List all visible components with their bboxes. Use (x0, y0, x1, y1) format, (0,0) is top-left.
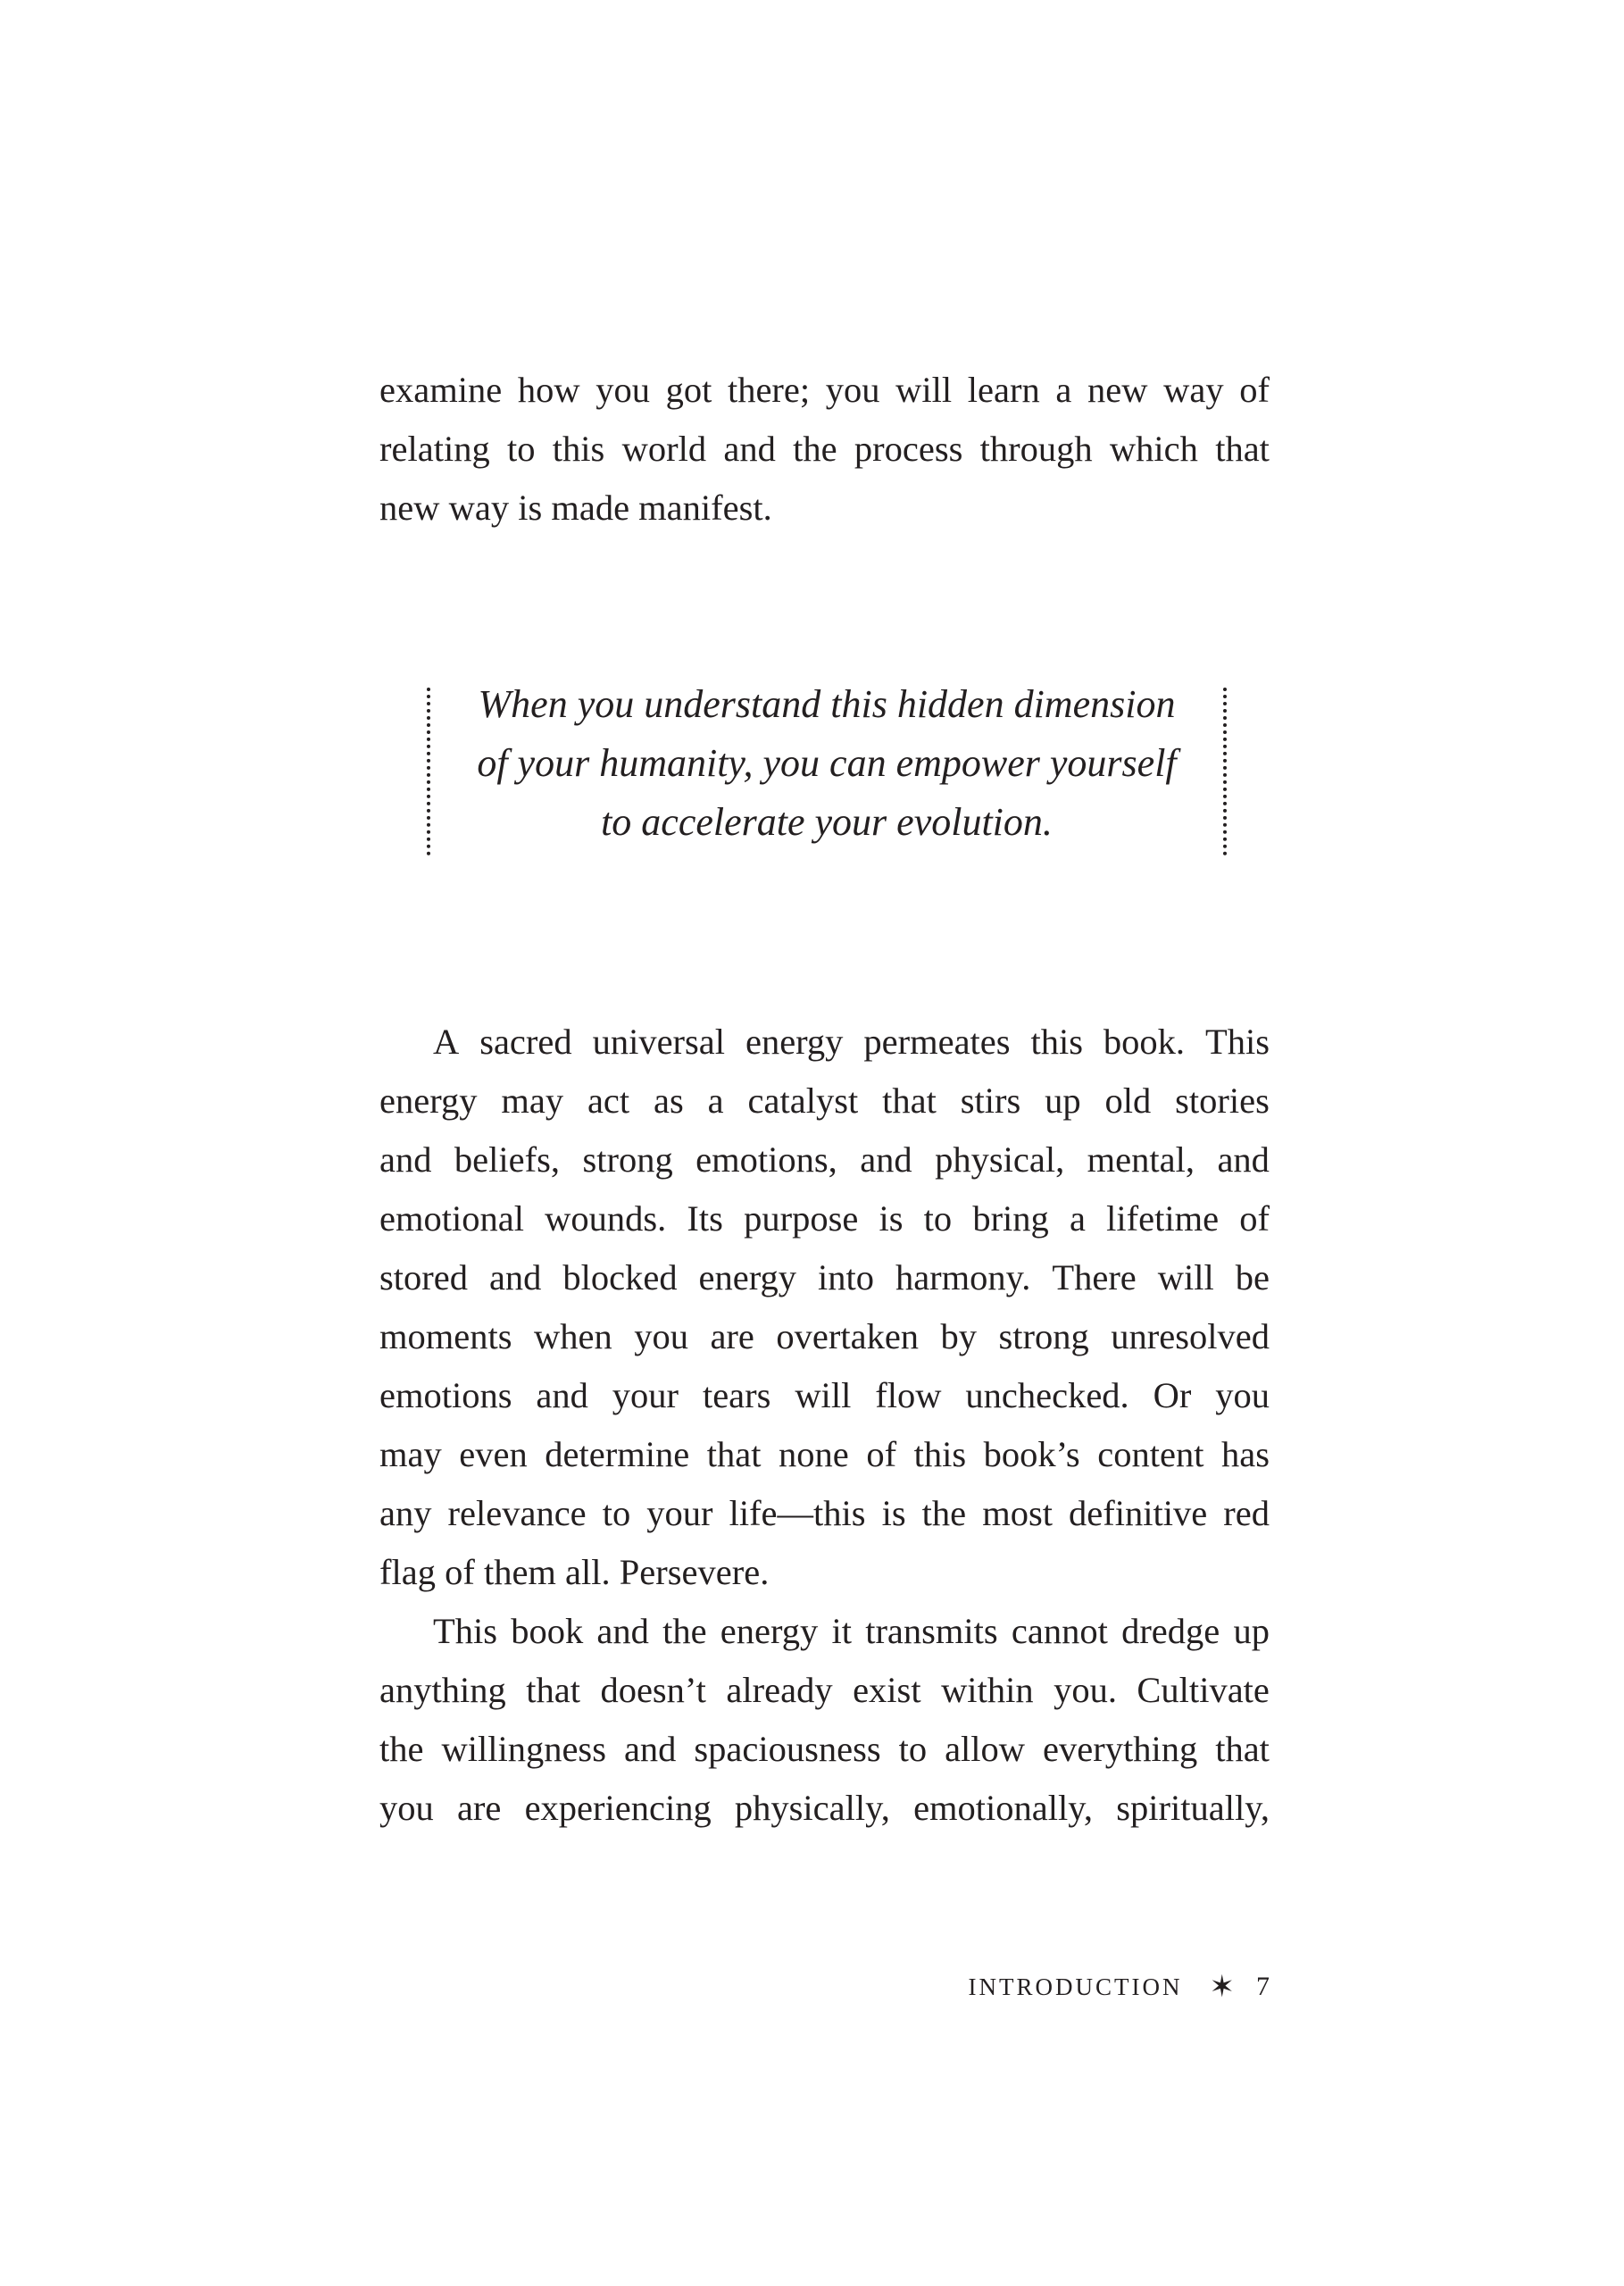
word: doesn’t (600, 1670, 706, 1710)
word: already (726, 1670, 833, 1710)
word: content (1097, 1434, 1204, 1474)
word: emotionally, (913, 1788, 1094, 1828)
text-line (379, 1779, 1270, 1838)
word: to (898, 1729, 928, 1769)
word: you (595, 370, 650, 410)
running-footer (969, 1969, 1270, 2005)
word: any (379, 1493, 432, 1533)
word: blocked (562, 1257, 678, 1297)
word: emotional (379, 1198, 524, 1239)
word: flow (875, 1375, 942, 1415)
word: tears (702, 1375, 771, 1415)
word: energy (698, 1257, 797, 1297)
word: and (1217, 1139, 1270, 1180)
word: energy (745, 1022, 844, 1062)
word: energy (720, 1611, 819, 1651)
word: will (795, 1375, 852, 1415)
word: new (1087, 370, 1148, 410)
body-text (379, 1013, 1270, 1838)
word: transmits (865, 1611, 998, 1651)
word: this (552, 429, 605, 469)
word: stored (379, 1257, 468, 1297)
word: relevance (447, 1493, 587, 1533)
word: learn (967, 370, 1040, 410)
text-line (379, 1013, 1270, 1072)
top-paragraph (379, 361, 1270, 538)
word: may (501, 1080, 564, 1121)
word: definitive (1069, 1493, 1208, 1533)
word: of (866, 1434, 897, 1474)
word: even (459, 1434, 528, 1474)
paragraph-1 (379, 1013, 1270, 1602)
word: book’s (983, 1434, 1080, 1474)
word: which (1109, 429, 1198, 469)
word: experiencing (524, 1788, 712, 1828)
word: of (1239, 370, 1270, 410)
text-line (379, 1248, 1270, 1307)
pull-quote-line: to accelerate your evolution. (601, 800, 1053, 844)
word: dredge (1121, 1611, 1220, 1651)
word: will (895, 370, 953, 410)
word: physically, (734, 1788, 890, 1828)
word: old (1104, 1080, 1152, 1121)
word: and (536, 1375, 588, 1415)
word: catalyst (747, 1080, 859, 1121)
word: this (1030, 1022, 1083, 1062)
word: into (817, 1257, 874, 1297)
word: to (923, 1198, 953, 1239)
word: you (825, 370, 880, 410)
word: way (1163, 370, 1224, 410)
text-line (379, 1484, 1270, 1543)
word: physical, (935, 1139, 1065, 1180)
word: your (646, 1493, 713, 1533)
section-title: INTRODUCTION (968, 1973, 1183, 2000)
word: cannot (1011, 1611, 1108, 1651)
word: you (634, 1316, 688, 1356)
word: spaciousness (694, 1729, 881, 1769)
word: a (1055, 370, 1072, 410)
text-line: flag of them all. Persevere. (379, 1552, 770, 1592)
page-number: 7 (1256, 1972, 1270, 2001)
word: this (913, 1434, 967, 1474)
word: There (1052, 1257, 1137, 1297)
word: A (433, 1022, 460, 1062)
pull-quote (427, 682, 1227, 855)
word: exist (853, 1670, 921, 1710)
word: the (921, 1493, 967, 1533)
word: may (379, 1434, 442, 1474)
word: sacred (479, 1022, 572, 1062)
word: through (979, 429, 1093, 469)
word: Or (1153, 1375, 1192, 1415)
word: your (612, 1375, 679, 1415)
word: and (723, 429, 776, 469)
word: book (511, 1611, 584, 1651)
word: has (1221, 1434, 1270, 1474)
word: energy (379, 1080, 478, 1121)
word: moments (379, 1316, 512, 1356)
word: within (941, 1670, 1034, 1710)
word: most (982, 1493, 1053, 1533)
text-line (379, 420, 1270, 479)
word: by (940, 1316, 978, 1356)
star-ornament-icon: ✶ (1209, 1971, 1235, 2004)
word: book. (1103, 1022, 1186, 1062)
text-line (379, 1661, 1270, 1720)
word: This (1204, 1022, 1270, 1062)
word: relating (379, 429, 490, 469)
word: anything (379, 1670, 506, 1710)
word: how (517, 370, 580, 410)
word: a (707, 1080, 724, 1121)
word: and (860, 1139, 912, 1180)
word: strong (582, 1139, 673, 1180)
word: are (456, 1788, 502, 1828)
word: Its (687, 1198, 723, 1239)
word: This (433, 1611, 498, 1651)
word: determine (545, 1434, 690, 1474)
word: to (602, 1493, 631, 1533)
text-line (379, 1425, 1270, 1484)
word: strong (998, 1316, 1089, 1356)
word: emotions, (695, 1139, 837, 1180)
word: examine (379, 370, 503, 410)
word: lifetime (1106, 1198, 1220, 1239)
text-line: new way is made manifest. (379, 488, 772, 528)
text-line (379, 1720, 1270, 1779)
word: and (379, 1139, 432, 1180)
dotted-rule-right (1223, 688, 1227, 855)
word: and (623, 1729, 677, 1769)
paragraph-2 (379, 1602, 1270, 1838)
word: universal (592, 1022, 726, 1062)
word: purpose (744, 1198, 859, 1239)
word: are (710, 1316, 754, 1356)
word: a (1069, 1198, 1086, 1239)
word: mental, (1087, 1139, 1195, 1180)
word: world (621, 429, 707, 469)
text-line (379, 1072, 1270, 1130)
word: is (879, 1198, 904, 1239)
word: got (665, 370, 712, 410)
word: stirs (960, 1080, 1021, 1121)
text-line (379, 1189, 1270, 1248)
word: emotions (379, 1375, 512, 1415)
word: spiritually, (1116, 1788, 1270, 1828)
dotted-rule-left (427, 688, 430, 855)
word: up (1233, 1611, 1270, 1651)
word: that (526, 1670, 580, 1710)
word: there; (727, 370, 811, 410)
word: up (1045, 1080, 1081, 1121)
word: Cultivate (1137, 1670, 1270, 1710)
word: the (793, 429, 837, 469)
word: permeates (863, 1022, 1011, 1062)
word: as (654, 1080, 684, 1121)
word: you. (1054, 1670, 1117, 1710)
word: life—this (729, 1493, 866, 1533)
word: of (1239, 1198, 1270, 1239)
word: it (831, 1611, 852, 1651)
word: willingness (441, 1729, 606, 1769)
word: wounds. (545, 1198, 667, 1239)
word: none (779, 1434, 849, 1474)
word: red (1223, 1493, 1270, 1533)
text-line (379, 361, 1270, 420)
text-line (379, 1307, 1270, 1366)
word: be (1235, 1257, 1270, 1297)
word: you (379, 1788, 434, 1828)
word: process (854, 429, 963, 469)
word: everything (1043, 1729, 1198, 1769)
word: you (1215, 1375, 1270, 1415)
word: that (1215, 1729, 1270, 1769)
word: unchecked. (965, 1375, 1129, 1415)
word: overtaken (776, 1316, 920, 1356)
word: stories (1175, 1080, 1270, 1121)
word: is (881, 1493, 906, 1533)
pull-quote-text (445, 675, 1209, 852)
word: the (662, 1611, 707, 1651)
word: unresolved (1111, 1316, 1270, 1356)
word: that (706, 1434, 762, 1474)
word: will (1157, 1257, 1214, 1297)
word: beliefs, (454, 1139, 561, 1180)
word: to (506, 429, 536, 469)
word: bring (972, 1198, 1049, 1239)
word: that (1215, 429, 1270, 469)
word: when (533, 1316, 612, 1356)
pull-quote-line: When you understand this hidden dimension (478, 682, 1176, 726)
pull-quote-line: of your humanity, you can empower yourself (477, 741, 1177, 785)
word: and (488, 1257, 542, 1297)
word: the (379, 1729, 424, 1769)
text-line (379, 1366, 1270, 1425)
word: act (587, 1080, 630, 1121)
text-line (379, 1130, 1270, 1189)
word: and (596, 1611, 649, 1651)
word: harmony. (895, 1257, 1031, 1297)
text-line (379, 1602, 1270, 1661)
word: allow (945, 1729, 1026, 1769)
word: that (882, 1080, 937, 1121)
